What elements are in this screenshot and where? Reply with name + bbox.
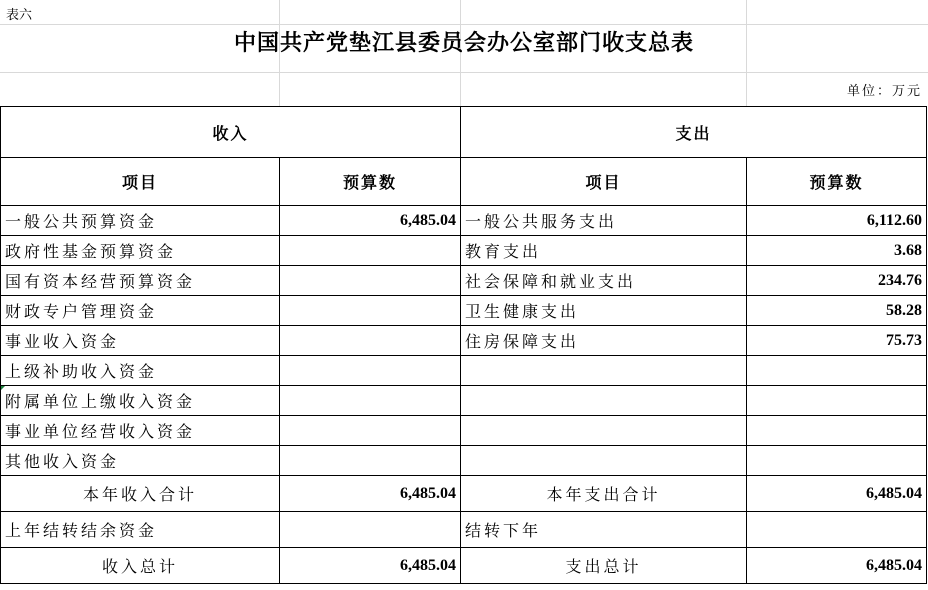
expense-value	[747, 386, 927, 416]
expense-item-header: 项目	[461, 158, 747, 206]
income-value	[280, 326, 461, 356]
expense-value: 234.76	[747, 266, 927, 296]
gridline	[0, 24, 928, 25]
expense-year-total-label: 本年支出合计	[461, 476, 747, 512]
grand-total-row	[1, 548, 927, 584]
expense-carryover-label: 结转下年	[461, 512, 747, 548]
table-row	[1, 236, 927, 266]
income-section-header: 收入	[1, 107, 461, 158]
income-carryover-value	[280, 512, 461, 548]
income-item-label: 附属单位上缴收入资金	[5, 392, 196, 411]
expense-value: 6,112.60	[747, 206, 927, 236]
income-value	[280, 416, 461, 446]
expense-item: 住房保障支出	[461, 326, 747, 356]
income-grand-total-value: 6,485.04	[280, 548, 461, 584]
expense-item	[461, 416, 747, 446]
income-value	[280, 356, 461, 386]
column-header-row	[1, 158, 927, 206]
income-item: 其他收入资金	[1, 446, 280, 476]
expense-item	[461, 356, 747, 386]
income-item: 政府性基金预算资金	[1, 236, 280, 266]
income-budget-header: 预算数	[280, 158, 461, 206]
budget-table	[0, 106, 927, 584]
income-item: 国有资本经营预算资金	[1, 266, 280, 296]
carryover-row	[1, 512, 927, 548]
expense-value: 3.68	[747, 236, 927, 266]
cell-comment-marker	[1, 386, 5, 390]
expense-grand-total-label: 支出总计	[461, 548, 747, 584]
table-row	[1, 326, 927, 356]
income-item: 事业收入资金	[1, 326, 280, 356]
income-carryover-label: 上年结转结余资金	[1, 512, 280, 548]
income-value	[280, 446, 461, 476]
income-grand-total-label: 收入总计	[1, 548, 280, 584]
expense-item: 一般公共服务支出	[461, 206, 747, 236]
page-title: 中国共产党垫江县委员会办公室部门收支总表	[233, 30, 694, 56]
income-item: 事业单位经营收入资金	[1, 416, 280, 446]
table-row	[1, 386, 927, 416]
income-item: 一般公共预算资金	[1, 206, 280, 236]
table-row	[1, 416, 927, 446]
expense-grand-total-value: 6,485.04	[747, 548, 927, 584]
income-year-total-value: 6,485.04	[280, 476, 461, 512]
expense-value	[747, 446, 927, 476]
income-year-total-label: 本年收入合计	[1, 476, 280, 512]
expense-value: 58.28	[747, 296, 927, 326]
income-value	[280, 386, 461, 416]
expense-value	[747, 416, 927, 446]
expense-section-header: 支出	[461, 107, 927, 158]
income-item-header: 项目	[1, 158, 280, 206]
table-row	[1, 266, 927, 296]
income-value: 6,485.04	[280, 206, 461, 236]
expense-item	[461, 386, 747, 416]
unit-label: 单位：万元	[846, 84, 922, 99]
income-value	[280, 266, 461, 296]
expense-year-total-value: 6,485.04	[747, 476, 927, 512]
expense-item: 卫生健康支出	[461, 296, 747, 326]
income-item: 财政专户管理资金	[1, 296, 280, 326]
expense-item: 社会保障和就业支出	[461, 266, 747, 296]
income-item: 上级补助收入资金	[1, 356, 280, 386]
income-item	[1, 386, 280, 416]
expense-carryover-value	[747, 512, 927, 548]
year-total-row	[1, 476, 927, 512]
income-value	[280, 236, 461, 266]
table-row	[1, 296, 927, 326]
income-value	[280, 296, 461, 326]
expense-value: 75.73	[747, 326, 927, 356]
expense-value	[747, 356, 927, 386]
section-header-row	[1, 107, 927, 158]
sheet-label: 表六	[6, 8, 33, 23]
expense-budget-header: 预算数	[747, 158, 927, 206]
table-row	[1, 356, 927, 386]
gridline	[0, 72, 928, 73]
table-row	[1, 206, 927, 236]
expense-item	[461, 446, 747, 476]
table-row	[1, 446, 927, 476]
expense-item: 教育支出	[461, 236, 747, 266]
